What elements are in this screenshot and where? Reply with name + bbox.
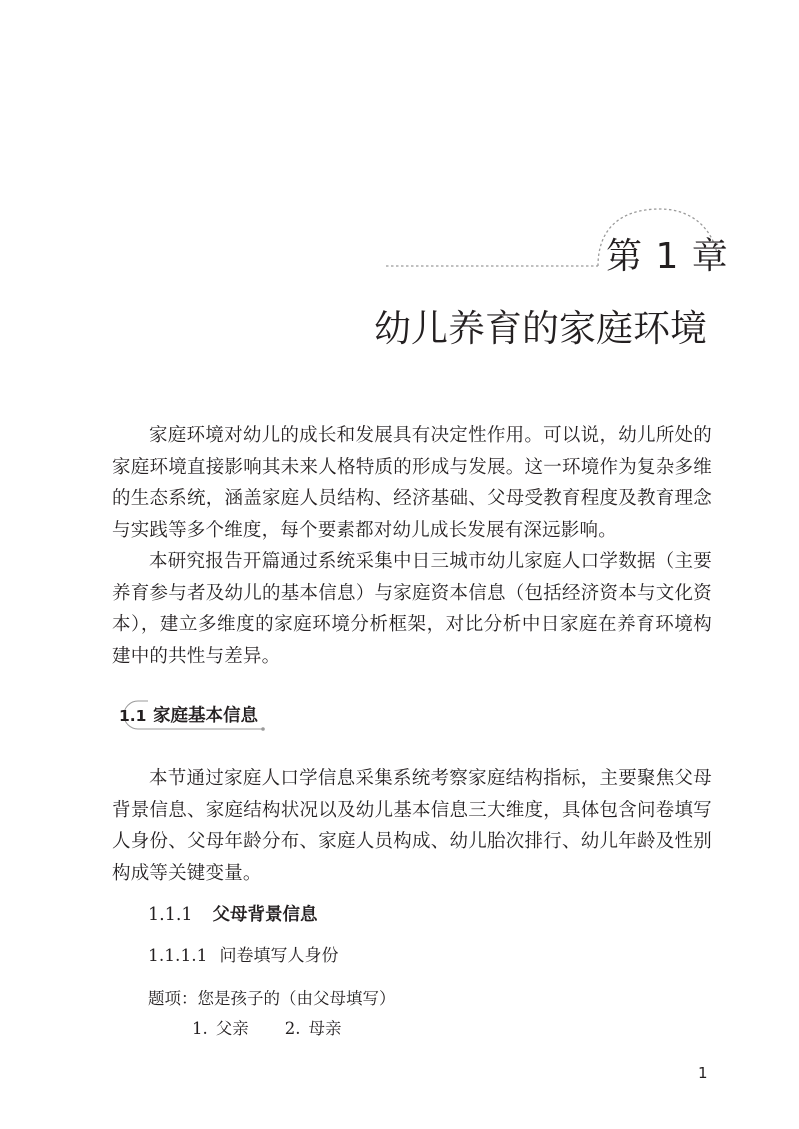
chapter-number: 第 1 章 — [606, 236, 729, 277]
question-text: 题项：您是孩子的（由父母填写） — [148, 989, 396, 1008]
subsubsection-title: 问卷填写人身份 — [219, 946, 339, 966]
subsubsection-heading — [148, 944, 338, 968]
section-number: 1.1 — [119, 707, 147, 725]
intro-paragraph: 本研究报告开篇通过系统采集中日三城市幼儿家庭人口学数据（主要养育参与者及幼儿的基本信息）与家庭资本信息（包括经济资本与文化资本），建立多维度的家庭环境分析框架，对比分析中日家庭在养育环境构建中的共性与差异。 — [112, 551, 712, 667]
option-label: 父亲 — [215, 1019, 249, 1038]
section-paragraph: 本节通过家庭人口学信息采集系统考察家庭结构指标，主要聚焦父母背景信息、家庭结构状况以及幼儿基本信息三大维度，具体包含问卷填写人身份、父母年龄分布、家庭人员构成、幼儿胎次排行、幼儿年龄及性别构成等关键变量。 — [112, 768, 712, 884]
subsection-number: 1.1.1 — [148, 905, 193, 925]
option-father — [192, 1017, 249, 1041]
page-number: 1 — [698, 1064, 708, 1082]
subsubsection-number: 1.1.1.1 — [148, 946, 208, 966]
question-options — [192, 1017, 342, 1041]
option-mother — [285, 1017, 342, 1041]
option-number: 2. — [284, 1019, 301, 1038]
option-number: 1. — [192, 1019, 208, 1038]
option-label: 母亲 — [308, 1019, 342, 1038]
section-title: 家庭基本信息 — [153, 706, 258, 726]
chapter-title: 幼儿养育的家庭环境 — [374, 306, 707, 350]
subsection-title: 父母背景信息 — [212, 905, 318, 925]
subsection-heading — [148, 903, 318, 927]
intro-paragraph: 家庭环境对幼儿的成长和发展具有决定性作用。可以说，幼儿所处的家庭环境直接影响其未来人格特质的形成与发展。这一环境作为复杂多维的生态系统，涵盖家庭人员结构、经济基础、父母受教育程度及教育理念与实践等多个维度，每个要素都对幼儿成长发展有深远影响。 — [112, 425, 712, 541]
